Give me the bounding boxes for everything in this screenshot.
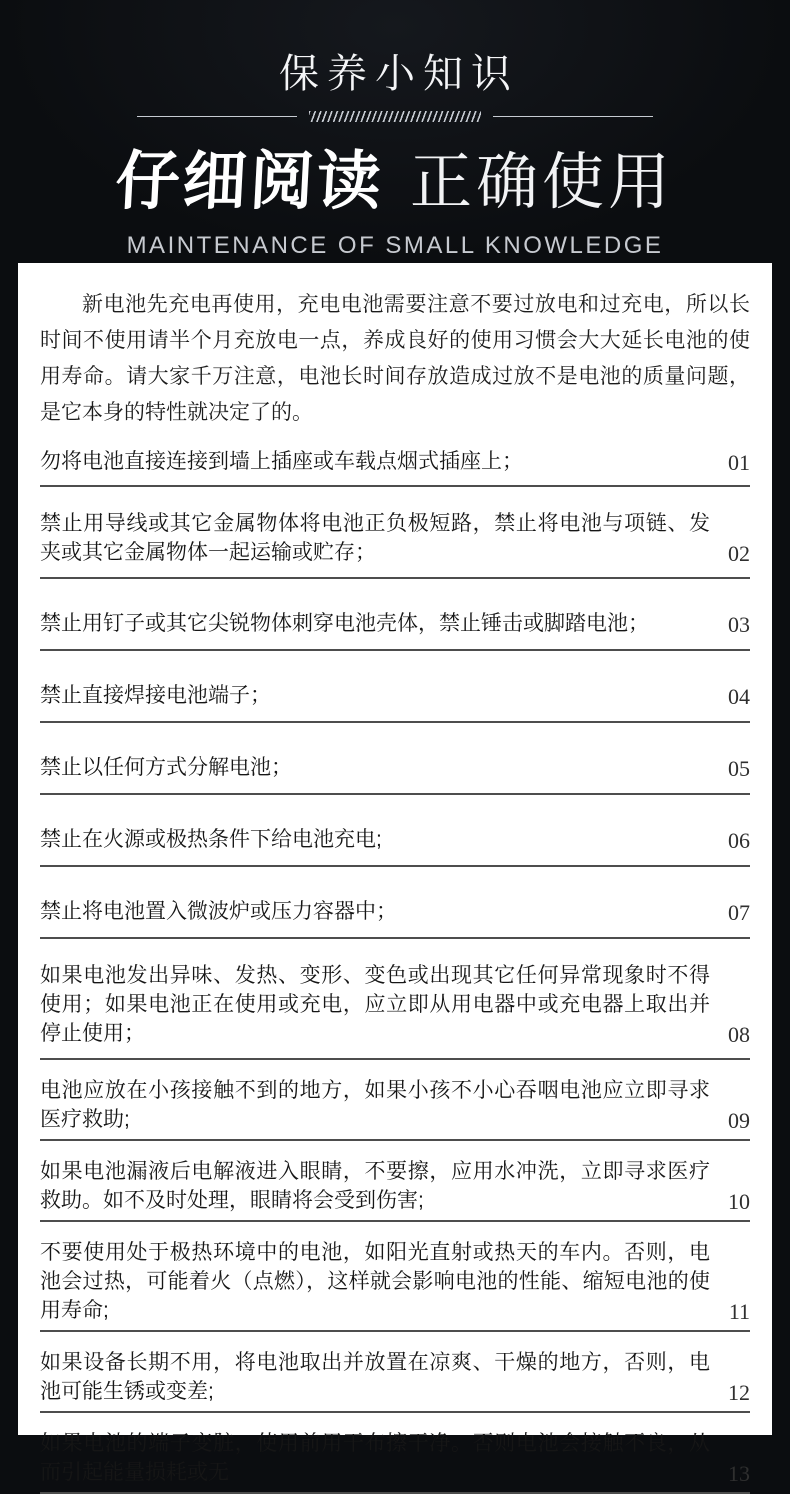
list-item xyxy=(40,651,750,723)
list-item-number: 12 xyxy=(728,1380,750,1405)
list-item-text: 不要使用处于极热环境中的电池，如阳光直射或热天的车内。否则，电池会过热，可能着火（点燃），这样就会影响电池的性能、缩短电池的使用寿命; xyxy=(40,1241,710,1322)
list-item-text: 禁止用导线或其它金属物体将电池正负极短路，禁止将电池与项链、发夹或其它金属物体一起运输或贮存； xyxy=(40,512,710,564)
list-item-number: 13 xyxy=(728,1461,750,1486)
list-item xyxy=(40,939,750,1060)
list-item-number: 05 xyxy=(728,756,750,781)
list-item-number: 10 xyxy=(728,1189,750,1214)
list-item-text: 如果电池发出异味、发热、变形、变色或出现其它任何异常现象时不得使用；如果电池正在使用或充电，应立即从用电器中或充电器上取出并停止使用； xyxy=(40,964,710,1045)
main-title-light: 正确使用 xyxy=(409,148,674,217)
decorative-divider xyxy=(137,110,653,122)
list-item-text: 如果设备长期不用，将电池取出并放置在凉爽、干燥的地方，否则，电池可能生锈或变差; xyxy=(40,1351,710,1403)
list-item xyxy=(40,579,750,651)
list-item-number: 07 xyxy=(728,900,750,925)
list-item xyxy=(40,1413,750,1494)
list-item xyxy=(40,487,750,579)
list-item xyxy=(40,723,750,795)
list-item-text: 电池应放在小孩接触不到的地方，如果小孩不小心吞咽电池应立即寻求医疗救助; xyxy=(40,1079,710,1131)
top-title: 保养小知识 xyxy=(279,52,519,96)
list-item-number: 02 xyxy=(728,541,750,566)
main-title-bold: 仔细阅读 xyxy=(113,145,386,217)
list-item xyxy=(40,867,750,939)
list-item-text: 如果电池漏液后电解液进入眼睛，不要擦，应用水冲洗，立即寻求医疗救助。如不及时处理，眼睛将会受到伤害; xyxy=(40,1160,710,1212)
list-item-number: 08 xyxy=(728,1022,750,1047)
list-item xyxy=(40,1141,750,1222)
divider-line-right xyxy=(493,116,653,117)
list-item xyxy=(40,433,750,487)
list-item xyxy=(40,1060,750,1141)
main-title xyxy=(113,130,674,222)
header-banner xyxy=(0,0,790,263)
list-item-number: 01 xyxy=(728,450,750,475)
list-item xyxy=(40,795,750,867)
list-item-text: 禁止以任何方式分解电池； xyxy=(40,756,292,779)
subtitle-english: MAINTENANCE OF SMALL KNOWLEDGE xyxy=(126,232,664,259)
list-item-number: 03 xyxy=(728,612,750,637)
list-item-number: 11 xyxy=(728,1299,750,1324)
list-item-text: 如果电池的端子变脏，使用前用干布擦干净。否则电池会接触不良，从而引起能量损耗或无 xyxy=(40,1432,710,1484)
list-item-number: 06 xyxy=(728,828,750,853)
divider-hatch-pattern xyxy=(309,111,481,122)
list-item-number: 09 xyxy=(728,1108,750,1133)
list-item xyxy=(40,1222,750,1332)
safety-notes-list xyxy=(40,433,750,1494)
list-item-text: 禁止将电池置入微波炉或压力容器中； xyxy=(40,900,397,923)
list-item-text: 禁止用钉子或其它尖锐物体刺穿电池壳体，禁止锤击或脚踏电池； xyxy=(40,612,649,635)
list-item-text: 禁止在火源或极热条件下给电池充电; xyxy=(40,828,382,851)
list-item-text: 勿将电池直接连接到墙上插座或车载点烟式插座上； xyxy=(40,450,523,473)
content-card xyxy=(18,263,772,1486)
intro-paragraph: 新电池先充电再使用，充电电池需要注意不要过放电和过充电，所以长时间不使用请半个月充放电一点，养成良好的使用习惯会大大延长电池的使用寿命。请大家千万注意，电池长时间存放造成过放不是电池的质量问题，是它本身的特性就决定了的。 xyxy=(40,293,750,424)
list-item-text: 禁止直接焊接电池端子； xyxy=(40,684,271,707)
list-item-number: 04 xyxy=(728,684,750,709)
divider-line-left xyxy=(137,116,297,117)
list-item xyxy=(40,1332,750,1413)
